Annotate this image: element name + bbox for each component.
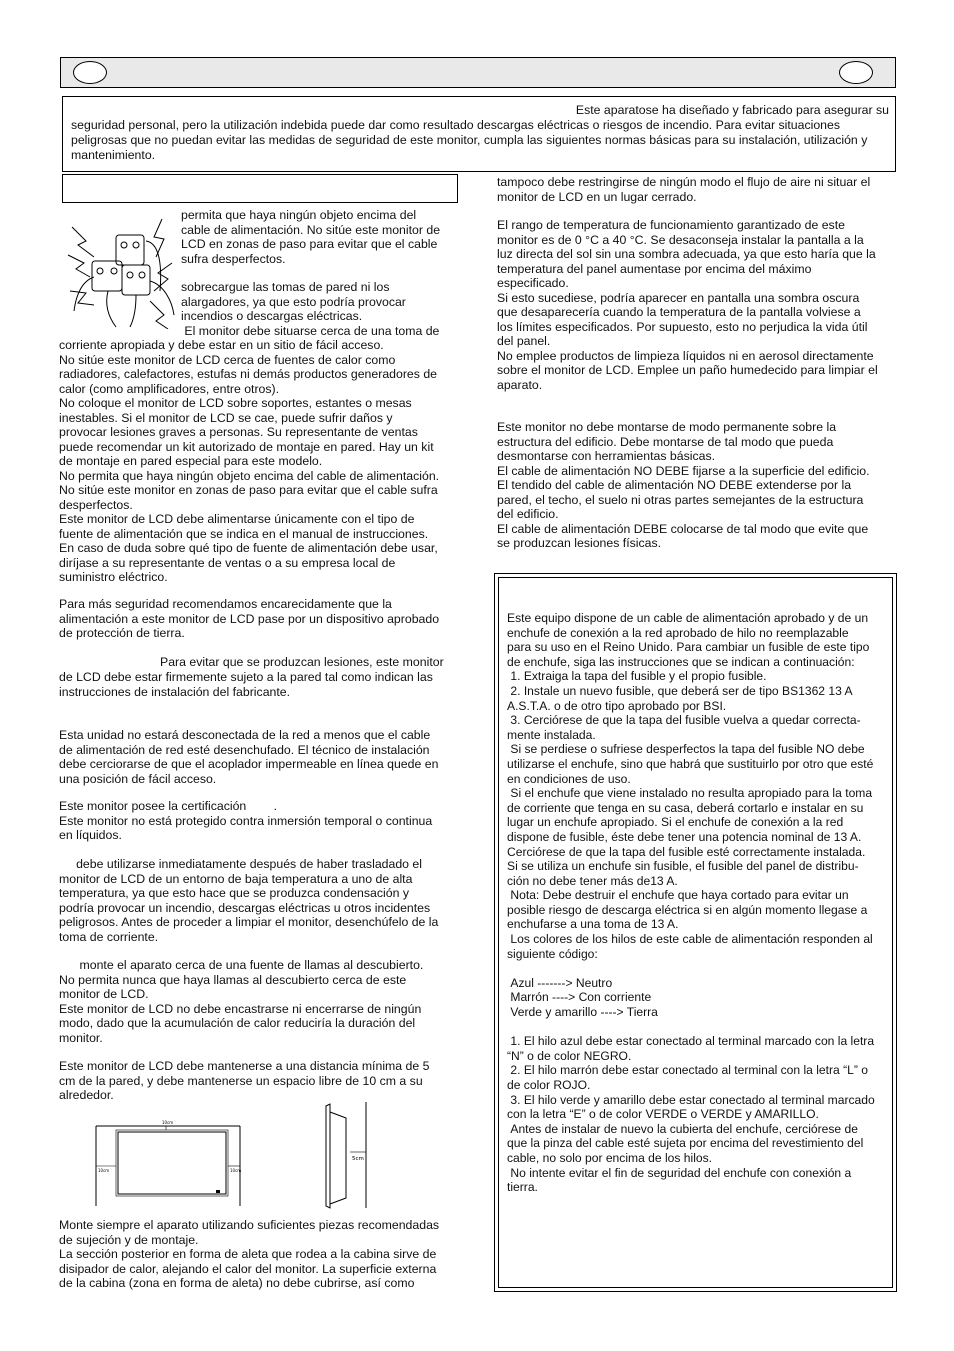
dim-right-label: 10cm [230,1168,242,1173]
dim-top-label: 10cm [162,1120,174,1125]
left-paragraph-5b: de LCD debe estar firmemente sujeto a la pared tal como indican las instrucciones de instalación del fabricante. [59,670,433,699]
left-paragraph-4: Para más seguridad recomendamos encarecidamente que la alimentación a este monitor de LCD pase por un dispositivo aprobado de protección de tierra. [59,597,440,640]
right-paragraph-3: Este monitor no debe montarse de modo permanente sobre la estructura del edificio. Debe montarse de tal modo que pueda desmontarse con herramientas básicas. El cable de alimentación NO DEBE fijarse a la superficie del edificio. El tendido del cable de alimentación NO DEBE extenderse por la pared, el techo, el suelo ni otras partes semejantes de la estructura del edificio. El cable de alimentación DEBE colocarse de tal modo que evite que se produzcan lesiones físicas. [497,420,870,550]
dim-side-label: 5cm [352,1156,364,1162]
language-badge-left [73,61,107,84]
right-paragraph-2: El rango de temperatura de funcionamiento garantizado de este monitor es de 0 °C a 40 °C. Se desaconseja instalar la pantalla a la luz directa del sol sin una sombra adecuada, ya que esto haría que la temperatura del panel aumentase por encima del máximo especificado. Si esto sucediese, podría aparecer en pantalla una sombra oscura que desaparecería cuando la temperatura de la pantalla volviese a los límites especificados. Por supuesto, esto no perjudica la vida útil del panel. No emplee productos de limpieza líquidos ni en aerosol directamente sobre el monitor de LCD. Emplee un paño humedecido para limpiar el aparato. [497,218,878,392]
left-paragraph-3: corriente apropiada y debe estar en un sitio de fácil acceso. No sitúe este monitor de LCD cerca de fuentes de calor como radiadores, calefactores, estufas ni demás productos generadores de calor (como amplificadores, entre otros). No coloque el monitor de LCD sobre soportes, estantes o mesas inestables. Si el monitor de LCD se cae, puede sufrir daños y provocar lesiones graves a personas. Su representante de ventas puede recomendar un kit autorizado de montaje en pared. Hay un kit de montaje en pared especial para este modelo. No permita que haya ningún objeto encima del cable de alimentación. No sitúe este monitor en zonas de paso para evitar que el cable sufra desperfectos. Este monitor de LCD debe alimentarse únicamente con el tipo de fuente de alimentación que se indica en el manual de instrucciones. En caso de duda sobre qué tipo de fuente de alimentación debe usar, diríjase a su representante de ventas o a su empresa local de suministro eléctrico. [59,338,440,584]
left-paragraph-10: Este monitor de LCD debe mantenerse a una distancia mínima de 5 cm de la pared, y debe mantenerse un espacio libre de 10 cm a su alrededor. [59,1059,430,1102]
left-paragraph-2: sobrecargue las tomas de pared ni los alargadores, ya que esto podría provocar incendios o descargas eléctricas. El monitor debe situarse cerca de una toma de [181,280,440,338]
left-paragraph-9: monte el aparato cerca de una fuente de llamas al descubierto. No permita nunca que haya llamas al descubierto cerca de este monitor de LCD. Este monitor de LCD no debe encastrarse ni encerrarse de ningún modo, dado que la acumulación de calor reduciría la duración del monitor. [59,958,424,1045]
language-badge-right [839,61,873,84]
left-paragraph-8: debe utilizarse inmediatamente después de haber trasladado el monitor de LCD de un entorno de baja temperatura a uno de alta temperatura, ya que esto hace que se produzca condensación y podría provocar un incendio, descargas eléctricas u otros incidentes peligrosos. Antes de proceder a limpiar el monitor, desenchúfelo de la toma de corriente. [59,857,439,944]
intro-box [62,96,896,172]
section-heading-box [62,174,458,203]
intro-text [71,103,889,163]
dim-left-label: 10cm [98,1168,110,1173]
overloaded-outlet-illustration [64,211,180,329]
left-paragraph-5a: Para evitar que se produzcan lesiones, este monitor [160,655,444,669]
left-paragraph-7: Este monitor posee la certificación . Este monitor no está protegido contra inmersión temporal o continua en líquidos. [59,799,433,842]
uk-plug-inner-frame [498,577,893,1288]
clearance-front-diagram [94,1120,244,1210]
intro-lead: Este aparatose ha diseñado y fabricado para asegurar su [575,103,889,117]
clearance-side-diagram [322,1100,372,1210]
uk-plug-instructions: Este equipo dispone de un cable de alimentación aprobado y de un enchufe de conexión a la red aprobado de hilo no reemplazable para su uso en el Reino Unido. Para cambiar un fusible de este tipo de enchufe, siga las instrucciones que se indican a continuación: 1. Extraiga la tapa del fusible y el propio fusible. 2. Instale un nuevo fusible, que deberá ser de tipo BS1362 13 A A.S.T.A. o de otro tipo aprobado por BSI. 3. Cerciórese de que la tapa del fusible vuelva a quedar correcta- mente instalada. Si se perdiese o sufriese desperfectos la tapa del fusible NO debe utilizarse el enchufe, sino que habrá que sustituirlo por otro que esté en condiciones de uso. Si el enchufe que viene instalado no resulta apropiado para la toma de corriente que tenga en su casa, deberá cortarlo e instalar en su lugar un enchufe apropiado. Si el enchufe de conexión a la red dispone de fusible, éste debe tener una potencia nominal de 13 A. Cerciórese de que la tapa del fusible esté correctamente instalada. Si se utiliza un enchufe sin fusible, el fusible del panel de distribu- ción no debe tener más de13 A. Nota: Debe destruir el enchufe que haya cortado para evitar un posible riesgo de descarga eléctrica si en algún momento llegase a enchufarse a una toma de 13 A. Los colores de los hilos de este cable de alimentación responden al siguiente código: Azul -------> Neutro Marrón ----> Con corriente Verde y amarillo ----> Tierra 1. El hilo azul debe estar conectado al terminal marcado con la letra “N” o de color NEGRO. 2. El hilo marrón debe estar conectado al terminal con la letra “L” o de color ROJO. 3. El hilo verde y amarillo debe estar conectado al terminal marcado con la letra “E” o de color VERDE o VERDE y AMARILLO. Antes de instalar de nuevo la cubierta del enchufe, cerciórese de que la pinza del cable esté sujeta por encima del revestimiento del cable, no solo por encima de los hilos. No intente evitar el fin de seguridad del enchufe con conexión a tierra. [507,611,875,1195]
intro-body: seguridad personal, pero la utilización indebida puede dar como resultado descargas eléctricas o riesgos de incendio. Para evitar situaciones peligrosas que no puedan evitar las medidas de seguridad de este monitor, cumpla las siguientes normas básicas para su instalación, utilización y mantenimiento. [71,118,868,162]
left-paragraph-6: Esta unidad no estará desconectada de la red a menos que el cable de alimentación de red esté desenchufado. El técnico de instalación debe cerciorarse de que el acoplador impermeable en línea quede en una posición de fácil acceso. [59,728,439,786]
right-paragraph-1: tampoco debe restringirse de ningún modo el flujo de aire ni situar el monitor de LCD en un lugar cerrado. [497,175,871,204]
uk-plug-box [494,573,897,1292]
left-paragraph-11: Monte siempre el aparato utilizando suficientes piezas recomendadas de sujeción y de montaje. La sección posterior en forma de aleta que rodea a la cabina sirve de disipador de calor, alejando el calor del monitor. La superficie externa de la cabina (zona en forma de aleta) no debe cubrirse, así como [59,1218,440,1290]
header-bar [60,57,896,88]
left-paragraph-1: permita que haya ningún objeto encima del cable de alimentación. No sitúe este monitor de LCD en zonas de paso para evitar que el cable sufra desperfectos. [181,208,441,266]
